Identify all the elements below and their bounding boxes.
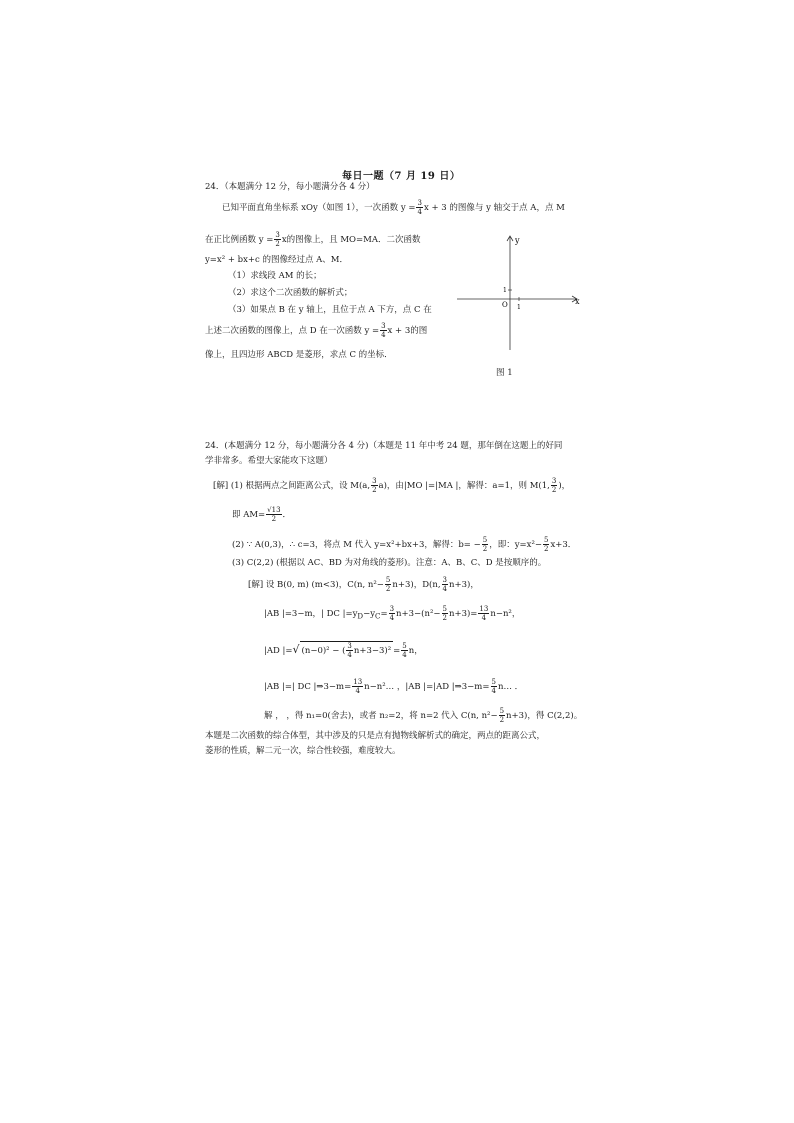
solution-part-2: (2) ∵ A(0,3)，∴ c=3，将点 M 代入 y=x²+bx+3，解得：b= − $\frac{5}{2}$ ，即：y=x²− $\frac{5}{2}$ x+3． — [232, 536, 577, 553]
fraction: $\frac{3}{4}$ — [442, 576, 447, 593]
fraction: $\frac{3}{4}$ — [417, 199, 422, 216]
fraction: $\frac{3}{2}$ — [551, 477, 557, 494]
solution-ab-dc: |AB |=3−m，| DC $|=y_D-y_C=$ $\frac{3}{4}$ n+3−(n²− $\frac{5}{2}$ n+3)= $\frac{13}{4}$ n−n²， — [264, 605, 521, 622]
problem-intro: 24．（本题满分 12 分，每小题满分各 4 分） — [205, 182, 375, 192]
problem-line-1: 已知平面直角坐标系 xOy（如图 1），一次函数 y = $\frac{3}{4}$ x + 3 的图像与 y 轴交于点 A，点 M — [222, 199, 565, 216]
fraction: $\frac{5}{2}$ — [442, 605, 447, 622]
fraction: $\frac{5}{2}$ — [499, 707, 505, 724]
problem-line-2: 在正比例函数 y = $\frac{3}{2}$ x的图像上，且 MO=MA．二次函数 — [205, 231, 421, 248]
sqrt-radicand: (n−0)² − ( $\frac{3}{4}$ n+3−3)² — [301, 642, 392, 659]
fraction: $\frac{3}{4}$ — [381, 322, 386, 339]
question-2: （2）求这个二次函数的解析式； — [228, 288, 353, 298]
fraction: $\frac{13}{4}$ — [353, 678, 363, 695]
fraction: $\frac{5}{4}$ — [491, 678, 496, 695]
solution-header-1: 24．(本题满分 12 分，每小题满分各 4 分)（本题是 11 年中考 24 题，那年倒在这题上的好同 — [205, 441, 563, 451]
problem-line-3: y=x² + bx+c 的图像经过点 A、M． — [205, 255, 349, 265]
y-tick-label: 1 — [503, 287, 507, 294]
fraction: $\frac{√13}{2}$ — [267, 506, 281, 523]
solution-note-1: 本题是二次函数的综合体型，其中涉及的只是点有抛物线解析式的确定，两点的距离公式， — [205, 731, 546, 741]
solution-note-2: 菱形的性质，解二元一次，综合性较强，难度较大。 — [205, 746, 401, 756]
origin-label: O — [502, 301, 508, 309]
solution-result: 解 ， ，得 n₁=0(舍去)，或者 n₂=2，将 n=2 代入 C(n, n²− $\frac{5}{2}$ n+3)，得 C(2,2)。 — [264, 707, 583, 724]
fraction: $\frac{13}{4}$ — [479, 605, 489, 622]
solution-ad: |AD |=√ (n−0)² − ( $\frac{3}{4}$ n+3−3)²= $\frac{5}{4}$ n， — [264, 642, 423, 659]
fraction: $\frac{5}{4}$ — [402, 642, 407, 659]
solution-part-3: (3) C(2,2) (根据以 AC、BD 为对角线的菱形)。注意：A、B、C、D 是按顺序的。 — [232, 558, 547, 568]
question-3: （3）如果点 B 在 y 轴上，且位于点 A 下方，点 C 在 — [228, 305, 432, 315]
solution-am-value: 即 AM= $\frac{√13}{2}$ ． — [232, 506, 292, 523]
solution-part-3-setup: [解] 设 B(0, m) (m<3)，C(n, n²− $\frac{5}{2}$ n+3)，D(n, $\frac{3}{4}$ n+3)， — [248, 576, 479, 593]
page-title: 每日一题（7 月 19 日） — [342, 171, 461, 182]
coordinate-figure — [455, 232, 585, 352]
fraction: $\frac{5}{2}$ — [482, 536, 488, 553]
figure-caption: 图 1 — [496, 368, 513, 378]
solution-equations: |AB |=| DC |⇒3−m= $\frac{13}{4}$ n−n²… ，|AB |=|AD |⇒3−m= $\frac{5}{4}$ n… ． — [264, 678, 524, 695]
solution-part-1: [解] (1) 根据两点之间距离公式，设 M(a, $\frac{3}{2}$ a)，由|MO |=|MA |，解得：a=1，则 M(1, $\frac{3}{2}$ )， — [213, 477, 571, 494]
fraction: $\frac{3}{4}$ — [347, 642, 352, 659]
fraction: $\frac{5}{2}$ — [385, 576, 391, 593]
y-axis-label: y — [515, 236, 520, 245]
question-1: （1）求线段 AM 的长； — [228, 271, 322, 281]
problem-line-5: 像上，且四边形 ABCD 是菱形，求点 C 的坐标． — [205, 350, 393, 360]
fraction: $\frac{5}{2}$ — [543, 536, 549, 553]
x-axis-label: x — [575, 297, 580, 306]
fraction: $\frac{3}{2}$ — [372, 477, 377, 494]
problem-line-4: 上述二次函数的图像上，点 D 在一次函数 y = $\frac{3}{4}$ x + 3的图 — [205, 322, 428, 339]
fraction: $\frac{3}{4}$ — [389, 605, 395, 622]
x-tick-label: 1 — [517, 304, 521, 311]
fraction: $\frac{3}{2}$ — [275, 231, 280, 248]
solution-header-2: 学非常多。希望大家能攻下这题） — [205, 456, 333, 466]
